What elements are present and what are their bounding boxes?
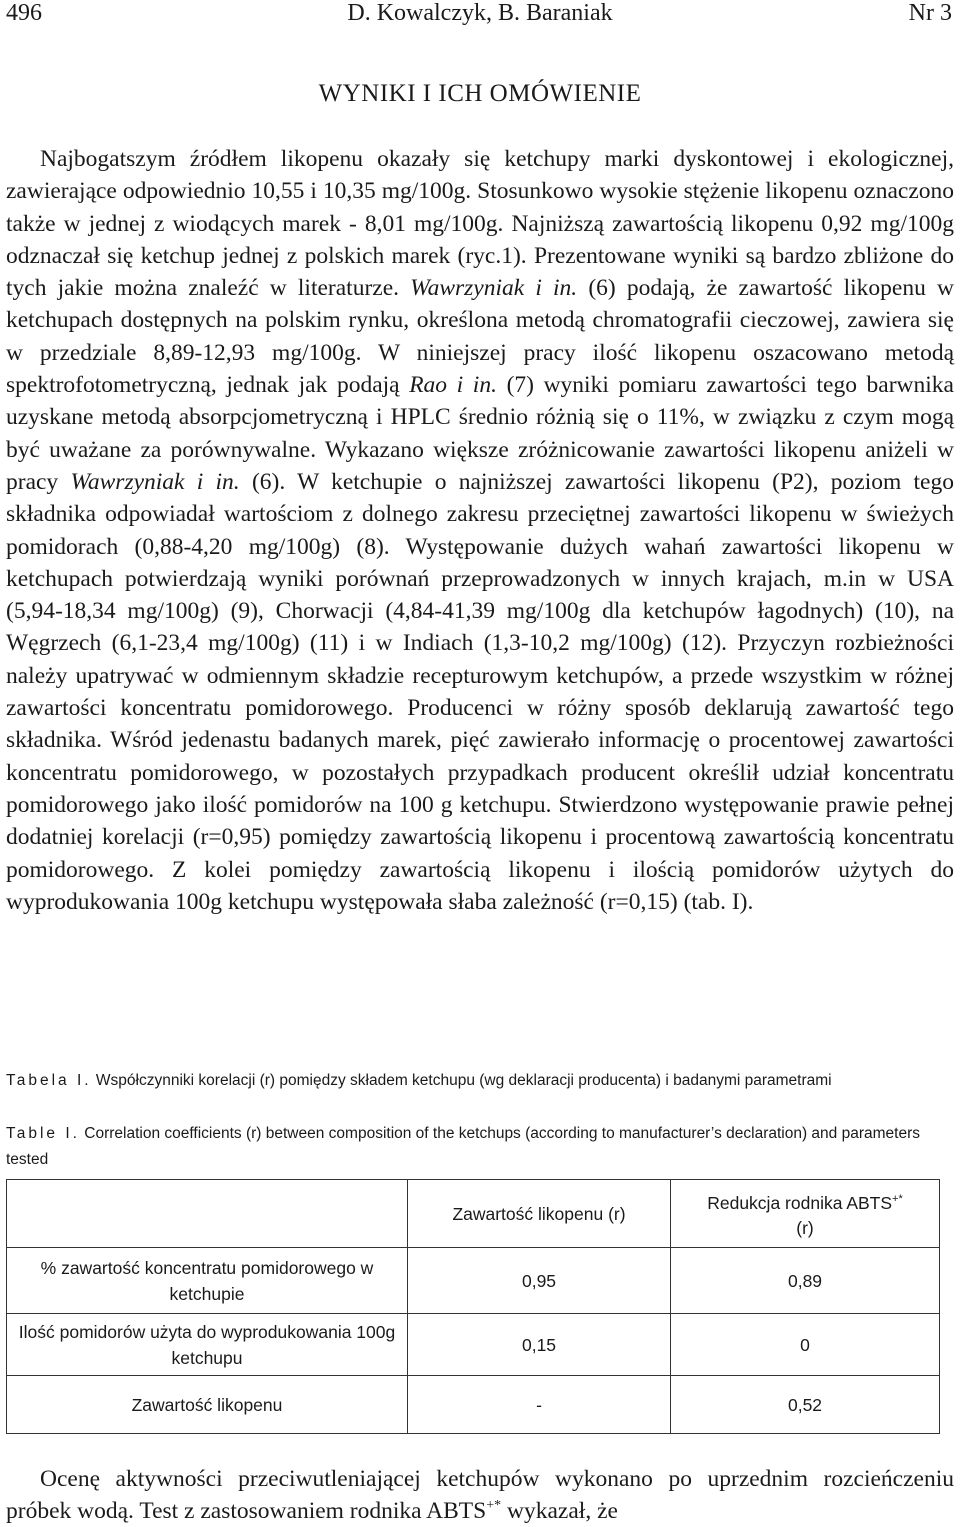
citation-wawrzyniak: Wawrzyniak i in. (410, 275, 578, 302)
row-value-abts: 0 (671, 1314, 940, 1376)
table-row (7, 1376, 940, 1434)
paragraph-text-2: (6) podają, że zawartość likopenu w ketchupach dostępnych na polskim rynku, określona metodą chromatografii cieczowej, zawiera się w przedziale 8,89-12,93 mg/100g. W niniejszej pracy ilość likopenu oszacowano metodą spektrofotometryczną, jednak jak podają (6, 275, 954, 399)
running-authors: D. Kowalczyk, B. Baraniak (347, 0, 613, 26)
table-row (7, 1248, 940, 1314)
issue-number: Nr 3 (908, 0, 952, 26)
row-label: Ilość pomidorów użyta do wyprodukowania 100g ketchupu (7, 1314, 408, 1376)
bottom-sup: +* (486, 1498, 502, 1514)
table-row (7, 1314, 940, 1376)
bottom-text-a: Ocenę aktywności przeciwutleniającej ketchupów wykonano po uprzednim rozcieńczeniu próbek wodą. Test z zastosowaniem rodnika ABTS (6, 1466, 954, 1524)
citation-rao: Rao i in. (409, 372, 497, 399)
header-abts-text: Redukcja rodnika ABTS (707, 1192, 893, 1213)
row-value-lycopene: 0,15 (408, 1314, 671, 1376)
row-value-abts: 0,52 (671, 1376, 940, 1434)
caption-text-pl: Współczynniki korelacji (r) pomiędzy składem ketchupu (wg deklaracji producenta) i badanymi parametrami (91, 1072, 832, 1089)
caption-text-en: Correlation coefficients (r) between composition of the ketchups (according to manufacturer’s declaration) and parameters tested (6, 1125, 920, 1168)
caption-label-en: Table I. (6, 1125, 80, 1142)
header-abts-sup: +* (892, 1192, 903, 1205)
results-paragraph (6, 143, 954, 918)
header-abts (671, 1180, 940, 1248)
header-lycopene: Zawartość likopenu (r) (408, 1180, 671, 1248)
page-number: 496 (6, 0, 42, 26)
table-caption-en (6, 1121, 954, 1173)
row-label: % zawartość koncentratu pomidorowego w ketchupie (7, 1248, 408, 1314)
row-value-lycopene: - (408, 1376, 671, 1434)
page-header (0, 0, 960, 32)
header-empty-cell (7, 1180, 408, 1248)
header-abts-suffix: (r) (796, 1218, 814, 1239)
paragraph-text-1: Najbogatszym źródłem likopenu okazały się ketchupy marki dyskontowej i ekologicznej, zawierające odpowiednio 10,55 i 10,35 mg/100g. Stosunkowo wysokie stężenie likopenu oznaczono także w jednej z wiodących marek - 8,01 mg/100g. Najniższą zawartością likopenu 0,92 mg/100g odznaczał się ketchup jednej z polskich marek (ryc.1). Prezentowane wyniki są bardzo zbliżone do tych jakie można znaleźć w literaturze. (6, 146, 954, 302)
table-caption-pl (6, 1068, 954, 1094)
antioxidant-paragraph (6, 1463, 954, 1527)
row-value-lycopene: 0,95 (408, 1248, 671, 1314)
row-label: Zawartość likopenu (7, 1376, 408, 1434)
bottom-text-b: wykazał, że (501, 1498, 618, 1524)
caption-label-pl: Tabela I. (6, 1072, 92, 1089)
correlation-table (6, 1179, 940, 1434)
paragraph-text-4: (6). W ketchupie o najniższej zawartości likopenu (P2), poziom tego składnika odpowiadał wartościom z dolnego zakresu przeciętnej zawartości likopenu w świeżych pomidorach (0,88-4,20 mg/100g) (8). Występowanie dużych wahań zawartości likopenu w ketchupach potwierdzają wyniki porównań przeprowadzonych w innych krajach, m.in w USA (5,94-18,34 mg/100g) (9), Chorwacji (4,84-41,39 mg/100g dla ketchupów łagodnych) (10), na Węgrzech (6,1-23,4 mg/100g) (11) i w Indiach (1,3-10,2 mg/100g) (12). Przyczyn rozbieżności należy upatrywać w odmiennym składzie recepturowym ketchupów, a przede wszystkim w różnej zawartości koncentratu pomidorowego. Producenci w różny sposób deklarują zawartość tego składnika. Wśród jedenastu badanych marek, pięć zawierało informację o procentowej zawartości koncentratu pomidorowego, w pozostałych przypadkach producent określił udział koncentratu pomidorowego jako ilość pomidorów na 100 g ketchupu. Stwierdzono występowanie prawie pełnej dodatniej korelacji (r=0,95) pomiędzy zawartością likopenu i procentową zawartością koncentratu pomidorowego. Z kolei pomiędzy zawartością likopenu i ilością pomidorów użytych do wyprodukowania 100g ketchupu występowała słaba zależność (r=0,15) (tab. I). (6, 468, 954, 915)
row-value-abts: 0,89 (671, 1248, 940, 1314)
section-title: WYNIKI I ICH OMÓWIENIE (318, 80, 642, 107)
table-header-row (7, 1180, 940, 1248)
paragraph-text-3: (7) wyniki pomiaru zawartości tego barwnika uzyskane metodą absorpcjometryczną i HPLC średnio różnią się o 11%, w związku z czym mogą być uważane za porównywalne. Wykazano większe zróżnicowanie zawartości likopenu aniżeli w pracy (6, 372, 954, 495)
citation-wawrzyniak-2: Wawrzyniak i in. (70, 468, 240, 495)
